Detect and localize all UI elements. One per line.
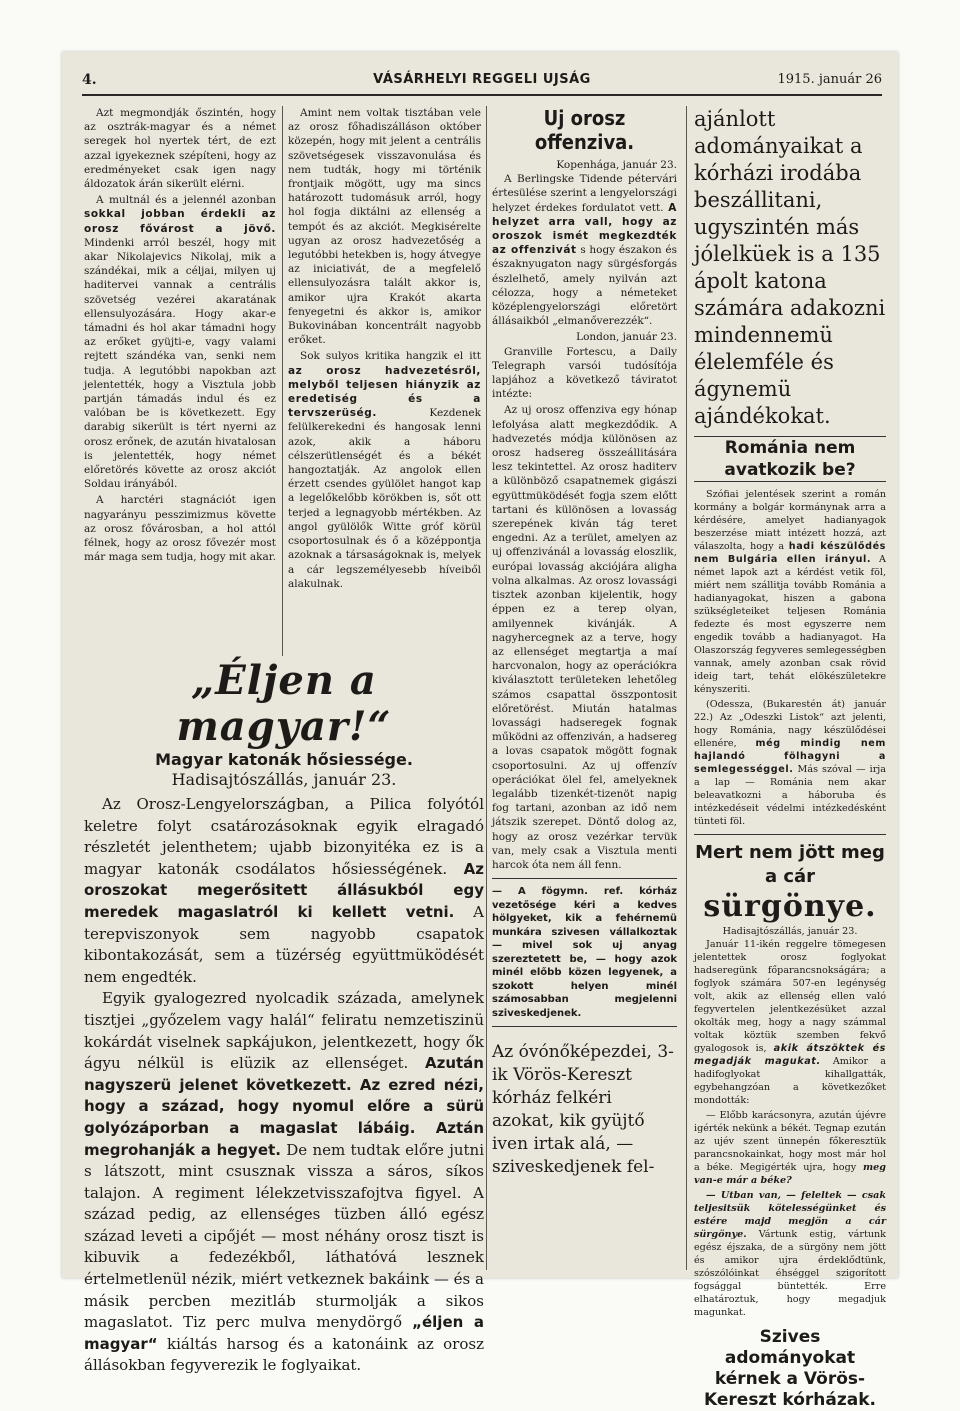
text-run: De nem tudtak előre jutni s látszott, mint csusznak vissza a sáros, síkos talajon. A regiment lélekzetvisszafojtva figyel. A század pedig, az ellenséges tüzben álló egész század leveti a cipőjét — most néhány orosz tiszt is kibuvik a fedezékből, láthatóvá lesznek értelmetlenül nézik, miért vetkeznek bakáink — és a másik percben mezitláb sturmolják a sikos magaslatot. Tiz perc mulva menydörgő (84, 1140, 484, 1332)
text-run: Szófiai jelentések szerint a román kormány a bolgár kormánynak arra a kérdésére, amelyet hadianyagok beszerzése miatt intézett hozzá, azt válaszolta, hogy a (694, 489, 886, 552)
bold-text: Azután nagyszerü jelenet következett. Az ezred nézi, hogy a század, hogy nyomul előre a sürü golyózáporban a magaslat lábáig. Aztán megrohanják a hegyet. (84, 1054, 484, 1159)
article-headline: Mert nem jött meg a cár (695, 842, 885, 887)
bold-text: még mindig nem hajlandó fölhagyni a semlegességgel. (694, 738, 886, 775)
bold-text: „éljen a magyar“ (84, 1313, 484, 1353)
article-headline: Uj orosz offenziva. (534, 106, 635, 154)
paragraph (84, 193, 276, 491)
text-run: Kezdenek felülkerekedni és hangosak lenni azok, akik a háboru célszerütlenségét és a békét hangoztatják. Az angolok ellen érzett csendes gyülölet hangot kap a legelőkelőbb körökben is, sőt ott terjed a legnagyobb mértékben. Az angol gyülölők Witte gróf körül csoportosulnak és ő a középpontja azoknak a társaságoknak is, melyek a cár legszemélyesebb híveiből alakulnak. (288, 407, 481, 590)
paragraph: Amint nem voltak tisztában vele az orosz főhadiszálláson október közepén, hogy mit jelent a centrális szövetségesek visszavonulása és nem tudták, hogy mi történik frontjaik mögött, ugy ma sincs határozott tudomásuk arról, hogy hol fogja diktálni az ellenség a tempót és az akciót. Megkisérelte ugyan az orosz hadvezetőség a legutóbbi hetekben is, hogy átvegye az iniciativát, de a megfelelő ellensulyozásra talált akkor is, amikor ujra Krakót akarta fenyegetni és akkor is, amikor Bukovinában koncentrált nagyobb erőket. (288, 107, 481, 347)
paragraph (694, 938, 886, 1107)
text-run: Mindenki arról beszél, hogy mit akar Nikolajevics Nikolaj, mik a szándékai, mik a céljai, milyen uj haditervei vannak a centrális szövetség vezérei akaratának ellensulyozására. Hogy akar-e támadni és hol akar támadni hogy az erőket gyüjti-e, vagy valami rejtett szándéka van, senki nem tudja. A legutóbbi napokban azt jelentették, hogy a Visztula jobb partján támadás indul és ez valóban be is következett. Egy darabig sikerült is tért nyerni az orosz erőnek, de azután hivatalosan is jelentették, hogy német előretörés követte az orosz akciót Soldau irányából. (84, 236, 276, 491)
text-run: (Odessza, (Bukarestén át) január 22.) Az „Odeszki Listok“ azt jelenti, hogy Románia, nagy készülődései ellenére, (694, 699, 886, 749)
article-headline: „Éljen a magyar!“ (176, 657, 392, 750)
donation-continuation: ajánlott adományaikat a kórházi irodába beszállitani, ugyszintén más jólelküek is a 135 ápolt katona számára adakozni mindennemü élelemféle és ágynemü ajándékokat. (694, 107, 886, 428)
bold-text: akik átszöktek és megadják magukat. (694, 1043, 886, 1067)
page-number: 4. (82, 72, 97, 88)
column-3-article (492, 106, 677, 1179)
bold-text: — csak teljesitsük kötelességünket és estére majd megjön a cár sürgönye. (694, 1190, 886, 1240)
text-run: A Berlingske Tidende pétervári értesülése szerint a lengyelországi helyzet érdekes fordulatot vett. (492, 173, 677, 214)
dateline: Hadisajtószállás, január 23. (722, 926, 858, 937)
text-run: A multnál és a jelennél azonban (96, 194, 276, 207)
column-rule-1 (282, 106, 283, 656)
paper-name: VÁSÁRHELYI REGGELI UJSÁG (373, 72, 591, 87)
dateline: Kopenhága, január 23. (556, 159, 677, 171)
paragraph: A harctéri stagnációt igen nagyarányu pesszimizmus követte az orosz fővárosban, a hol attól félnek, hogy az orosz fővezér most már maga sem tudja, hogy mit akar. (84, 494, 276, 564)
notice: — A fögymn. ref. kórház vezetősége kéri a kedves hölgyeket, kik a fehérnemü munkára szivesen vállalkoztak — mivel sok uj anyag szereztetett be, — hogy azok minél előbb közen legyenek, a szokott helyen minél számosabban megjelenni sziveskedjenek. (492, 886, 677, 1019)
column-rule-2 (486, 106, 487, 1270)
text-run: Más szóval — irja a lap — Románia nem akar beleavatkozni a háboruba és intézkedéseit védelmi intézkedésként tünteti föl. (694, 764, 886, 827)
bold-text: A helyzet arra vall, hogy az oroszok ismét megkezdték az offenzivát (492, 201, 678, 257)
article-dateline: Hadisajtószállás, január 23. (171, 770, 397, 789)
text-run: A terepviszonyok sem nagyobb csapatok kibontakozását, sem a tüzérség együttmüködését nem engedték. (84, 902, 484, 986)
paragraph: Granville Fortescu, a Daily Telegraph varsói tudósítója lapjához a következő táviratot intézte: (492, 345, 677, 401)
text-run: kiáltás harsog és a katonáink az orosz állásokban fegyverezik le foglyaikat. (84, 1334, 484, 1375)
bold-text: hadi készülődés nem Bulgária ellen irányul. (694, 541, 886, 565)
bold-text: sokkal jobban érdekli az orosz fővárost a jövő. (84, 208, 276, 235)
divider (492, 1026, 677, 1027)
article-headline-large: sürgönye. (703, 889, 877, 924)
divider (492, 878, 677, 879)
column-4-article (694, 106, 886, 1411)
masthead (82, 70, 882, 96)
divider (694, 834, 886, 835)
article-headline: Románia nem avatkozik be? (694, 436, 886, 482)
paragraph (694, 488, 886, 696)
article-body (84, 794, 484, 1377)
bold-text: — Utban van, — feleltek (706, 1190, 842, 1201)
text-run: Január 11-ikén reggelre tömegesen jelentettek orosz foglyokat hadseregünk főparancsnokságára; a foglyok számára 507-en legénység volt, akik az ellenség ellen való fegyvertelen jelentkezésüket azzal okolták meg, hogy a nagy számmal voltak köztük szemben fekvő gyalogosok is, (694, 939, 886, 1054)
bold-text: meg van-e már a béke? (694, 1162, 886, 1186)
paragraph (694, 1109, 886, 1187)
paragraph (84, 794, 484, 988)
column-2-article (288, 106, 481, 593)
column-rule-3 (686, 106, 687, 1270)
text-run: Sok sulyos kritika hangzik el itt (300, 350, 481, 363)
paragraph (84, 988, 484, 1377)
issue-date: 1915. január 26 (777, 72, 882, 87)
paragraph (694, 1189, 886, 1319)
kereszt-notice: Az óvónőképezdei, 3-ik Vörös-Kereszt kórház felkéri azokat, kik gyüjtő iven irtak alá, — sziveskedjenek fel- (492, 1042, 674, 1178)
text-run: Amikor a hadifoglyokat kihallgatták, egybehangzóan a következőket mondották: (694, 1056, 886, 1106)
article-subheadline: Magyar katonák hősiessége. (155, 750, 413, 769)
text-run: — Előbb karácsonyra, azután újévre igérték nekünk a békét. Tegnap ezután az ujév szent ünnepén főkeresztük parancsnokainkat, hogy most már hol a béke. Megigérték ujra, hogy (694, 1110, 886, 1173)
paragraph (288, 349, 481, 590)
donation-appeal: Szives adományokat kérnek a Vörös-Kereszt kórházak. (704, 1327, 876, 1410)
text-run: s hogy északon és északnyugaton nagy sürgésforgás észlelhető, amely nyilván azt célozza, hogy a németeket középlengyelországi előretört állásaikból „elmanőverezzék“. (492, 244, 677, 328)
newspaper-page (62, 52, 898, 1410)
eljen-article (84, 658, 484, 1377)
column-1-article (84, 106, 276, 567)
paragraph: Az uj orosz offenziva egy hónap lefolyása alatt megkezdődik. A hadvezetés módja különösen az orosz hadsereg összeállitására lesz tekintettel. Az orosz haditerv a különböző csapatnemek gigászi együttmüködését fogja szem előtt tartani és különösen a lovasság szerepének kiván tág teret engedni. Az a terület, amelyen az uj offenzivánál a lovasság eloszlik, európai lovasság akciójára aligha volna alkalmas. Az orosz lovassági tisztek azonban kijelentik, hogy éppen ez a terep olyan, amilyennek kivánják. A nagyhercegnek az a terve, hogy az ellenséget megtartja a maí harcvonalon, hogy az operációkra kiválasztott területeken lehetőleg számos csapattal összpontosit előretörést. Miután hatalmas lovassági hadseregek fognak működni az offenziván, a hadsereg a lovas csapatok mögött fognak csoportosulni. Az uj offenzív operációkat ölel fel, amelyeknek legalább tizenkét-tizenöt napig fog tartani, azonban az idő nem játszik szerepet. Döntő dolog az, hogy az orosz vezérkar tervük van, mely csak a Visztula menti harcok óta nem áll fenn. (492, 404, 677, 871)
text-run: Az Orosz-Lengyelországban, a Pilica folyótól keletre folyt csatározásoknak egyik elragadó részletét jelenthetem; ujabb bizonyitéka ez is a magyar katonák csodálatos hősiességének. (84, 795, 484, 878)
text-run: A német lapok azt a kérdést vetik föl, miért nem szállitja tovább Románia a hadianyagokat, hiszen a gabona szükségleteiket teljesen Románia fedezte és most egyszerre nem engedik tovább a hadianyagot. Ha Olaszország fegyveres semlegességben vannak, amely azonban csak rövid ideig tart, tehát elökészületekre kényszeriti. (694, 554, 886, 695)
text-run: Egyik gyalogezred nyolcadik százada, amelynek tisztjei „győzelem vagy halál“ feliratu nemzetiszinü kokárdát viselnek sapkájukon, jelentkezett, hogy ők ágyu nélkül is elüzik az ellenséget. (84, 989, 484, 1073)
dateline: London, január 23. (576, 331, 677, 344)
paragraph (492, 172, 677, 328)
bold-text: az orosz hadvezetésről, melyből teljesen hiányzik az eredetiség és a tervszerüség. (288, 364, 481, 420)
text-run: Vártunk estig, vártunk egész éjszaka, de a sürgöny nem jött és amikor ujra érdeklődtünk, szószólóinkat éhséggel szigorított fogsággal büntették. Erre elhatároztuk, hogy megadjuk magunkat. (694, 1229, 886, 1318)
paragraph: Azt megmondják őszintén, hogy az osztrák-magyar és a német seregek hol nyertek tért, de ezt azzal igyekeznek szépíteni, hogy az eredményeket csak igen nagy áldozatok árán sikerült elérni. (84, 107, 276, 191)
bold-text: Az oroszokat megerősitett állásukból egy meredek magaslatról ki kellett vetni. (84, 859, 484, 921)
paragraph (694, 698, 886, 828)
